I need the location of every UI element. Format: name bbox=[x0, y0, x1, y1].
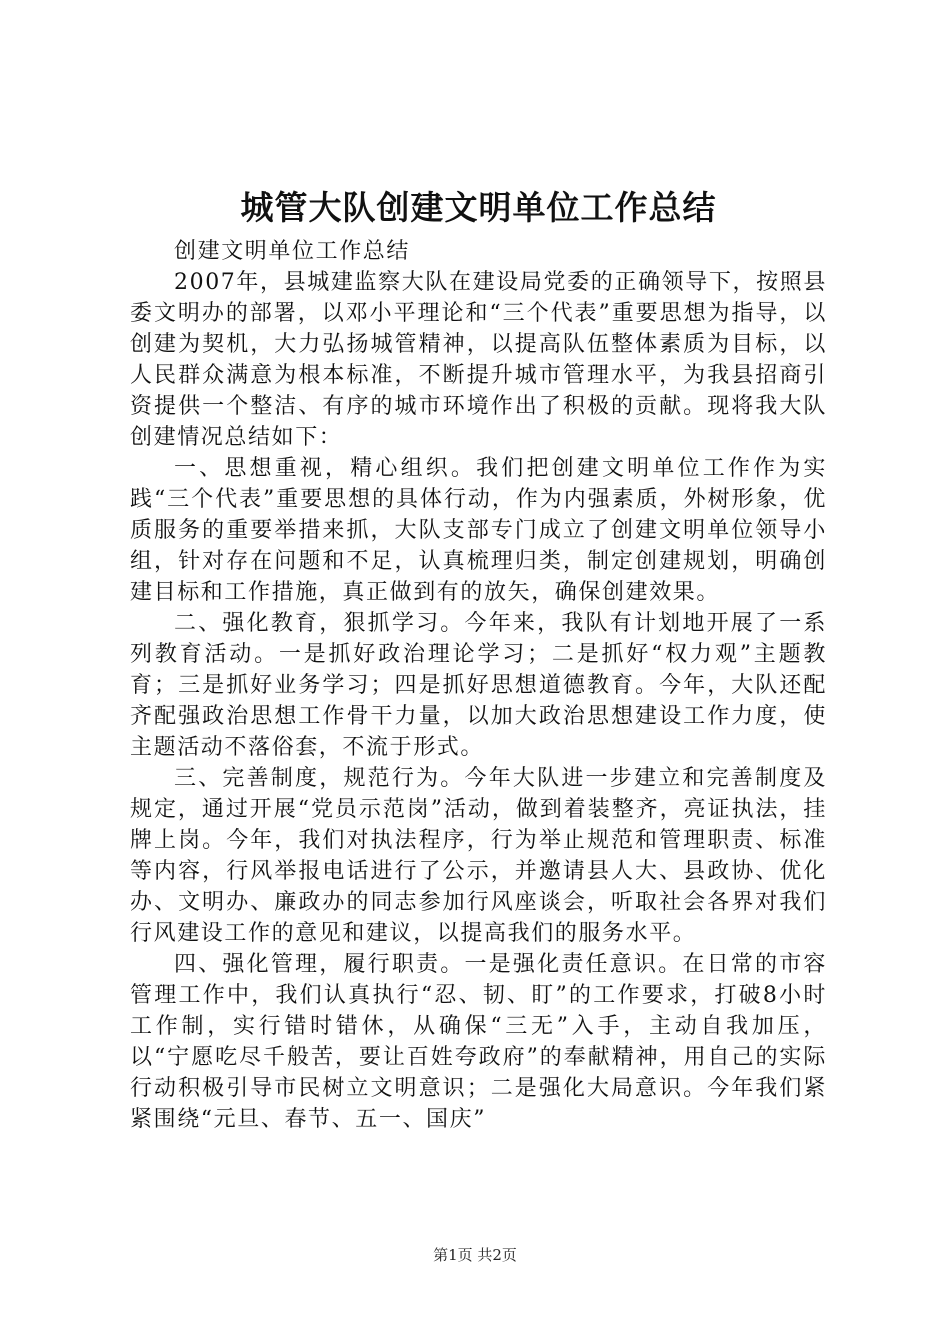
document-body bbox=[130, 236, 827, 1135]
section-1-paragraph: 一、思想重视，精心组织。我们把创建文明单位工作作为实践“三个代表”重要思想的具体行动，作为内强素质，外树形象，优质服务的重要举措来抓，大队支部专门成立了创建文明单位领导小组，针对存在问题和不足，认真梳理归类，制定创建规划，明确创建目标和工作措施，真正做到有的放矢，确保创建效果。 bbox=[130, 456, 827, 605]
section-2-paragraph: 二、强化教育，狠抓学习。今年来，我队有计划地开展了一系列教育活动。一是抓好政治理论学习；二是抓好“权力观”主题教育；三是抓好业务学习；四是抓好思想道德教育。今年，大队还配齐配强政治思想工作骨干力量，以加大政治思想建设工作力度，使主题活动不落俗套，不流于形式。 bbox=[130, 611, 827, 760]
section-3-paragraph: 三、完善制度，规范行为。今年大队进一步建立和完善制度及规定，通过开展“党员示范岗”活动，做到着装整齐，亮证执法，挂牌上岗。今年，我们对执法程序，行为举止规范和管理职责、标准等内容，行风举报电话进行了公示，并邀请县人大、县政协、优化办、文明办、廉政办的同志参加行风座谈会，听取社会各界对我们行风建设工作的意见和建议，以提高我们的服务水平。 bbox=[130, 766, 827, 946]
section-4-paragraph: 四、强化管理，履行职责。一是强化责任意识。在日常的市容管理工作中，我们认真执行“忍、韧、盯”的工作要求，打破8小时工作制，实行错时错休，从确保“三无”入手，主动自我加压，以“宁愿吃尽千般苦，要让百姓夸政府”的奉献精神，用自己的实际行动积极引导市民树立文明意识；二是强化大局意识。今年我们紧紧围绕“元旦、春节、五一、国庆” bbox=[130, 952, 827, 1132]
document-title: 城管大队创建文明单位工作总结 bbox=[240, 188, 717, 227]
page-footer: 第1页 共2页 bbox=[433, 1246, 517, 1264]
subtitle-paragraph: 创建文明单位工作总结 bbox=[174, 239, 411, 264]
document-page bbox=[130, 0, 827, 1344]
intro-paragraph: 2007年，县城建监察大队在建设局党委的正确领导下，按照县委文明办的部署，以邓小平理论和“三个代表”重要思想为指导，以创建为契机，大力弘扬城管精神，以提高队伍整体素质为目标，以人民群众满意为根本标准，不断提升城市管理水平，为我县招商引资提供一个整洁、有序的城市环境作出了积极的贡献。现将我大队创建情况总结如下： bbox=[130, 270, 827, 450]
